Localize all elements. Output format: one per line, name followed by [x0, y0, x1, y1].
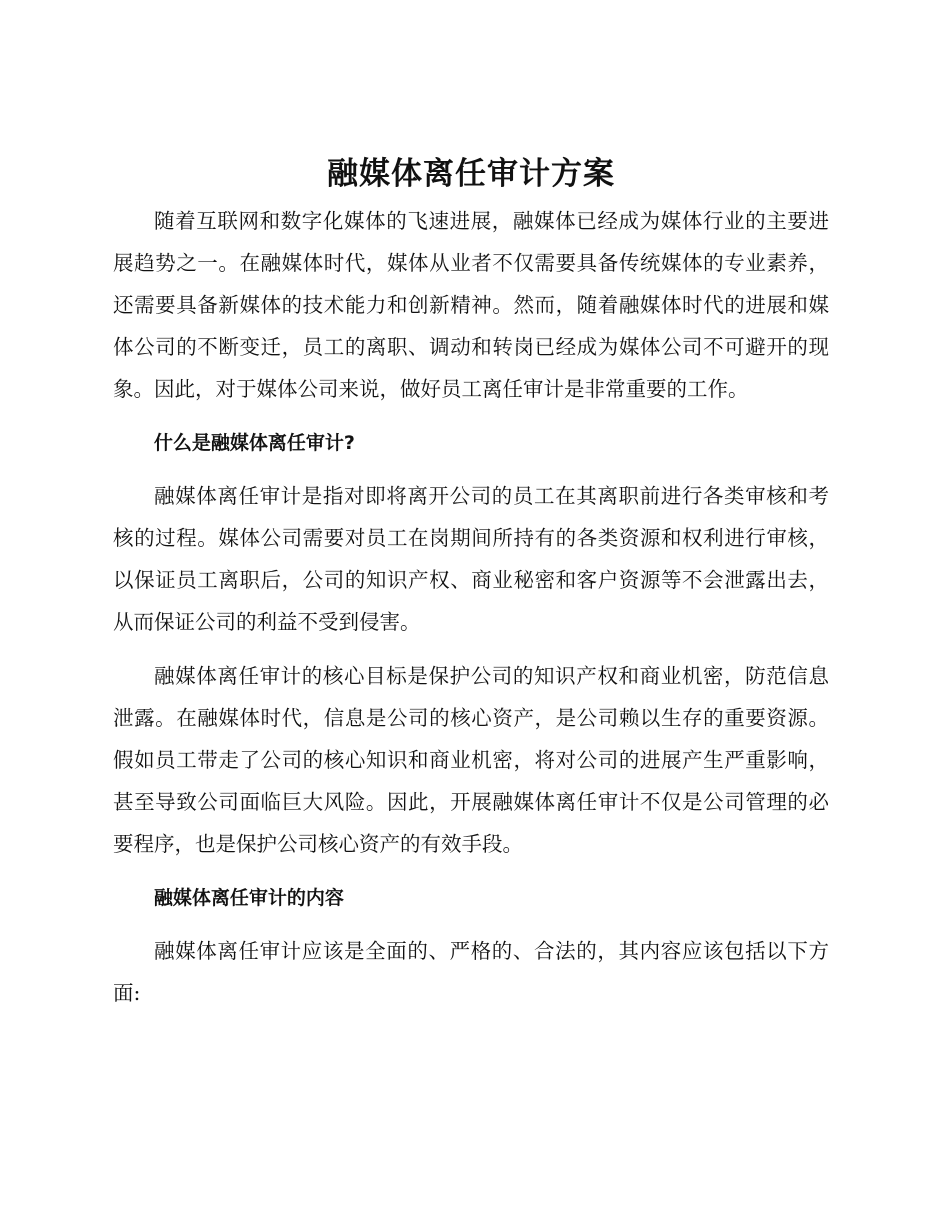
document-body	[113, 148, 829, 1026]
intro-paragraph: 随着互联网和数字化媒体的飞速进展，融媒体已经成为媒体行业的主要进展趋势之一。在融媒体时代，媒体从业者不仅需要具备传统媒体的专业素养，还需要具备新媒体的技术能力和创新精神。然而，随着融媒体时代的进展和媒体公司的不断变迁，员工的离职、调动和转岗已经成为媒体公司不可避开的现象。因此，对于媒体公司来说，做好员工离任审计是非常重要的工作。	[113, 209, 829, 401]
content-paragraph: 融媒体离任审计应该是全面的、严格的、合法的，其内容应该包括以下方面:	[113, 939, 829, 1005]
definition-paragraph: 融媒体离任审计是指对即将离开公司的员工在其离职前进行各类审核和考核的过程。媒体公司需要对员工在岗期间所持有的各类资源和权利进行审核，以保证员工离职后，公司的知识产权、商业秘密和客户资源等不会泄露出去，从而保证公司的利益不受到侵害。	[113, 484, 829, 634]
document-title: 融媒体离任审计方案	[327, 156, 615, 192]
objective-paragraph: 融媒体离任审计的核心目标是保护公司的知识产权和商业机密，防范信息泄露。在融媒体时代，信息是公司的核心资产，是公司赖以生存的重要资源。假如员工带走了公司的核心知识和商业机密，将对公司的进展产生严重影响，甚至导致公司面临巨大风险。因此，开展融媒体离任审计不仅是公司管理的必要程序，也是保护公司核心资产的有效手段。	[113, 664, 829, 856]
section-heading-content: 融媒体离任审计的内容	[153, 887, 344, 909]
section-heading-what-is: 什么是融媒体离任审计?	[153, 432, 355, 454]
